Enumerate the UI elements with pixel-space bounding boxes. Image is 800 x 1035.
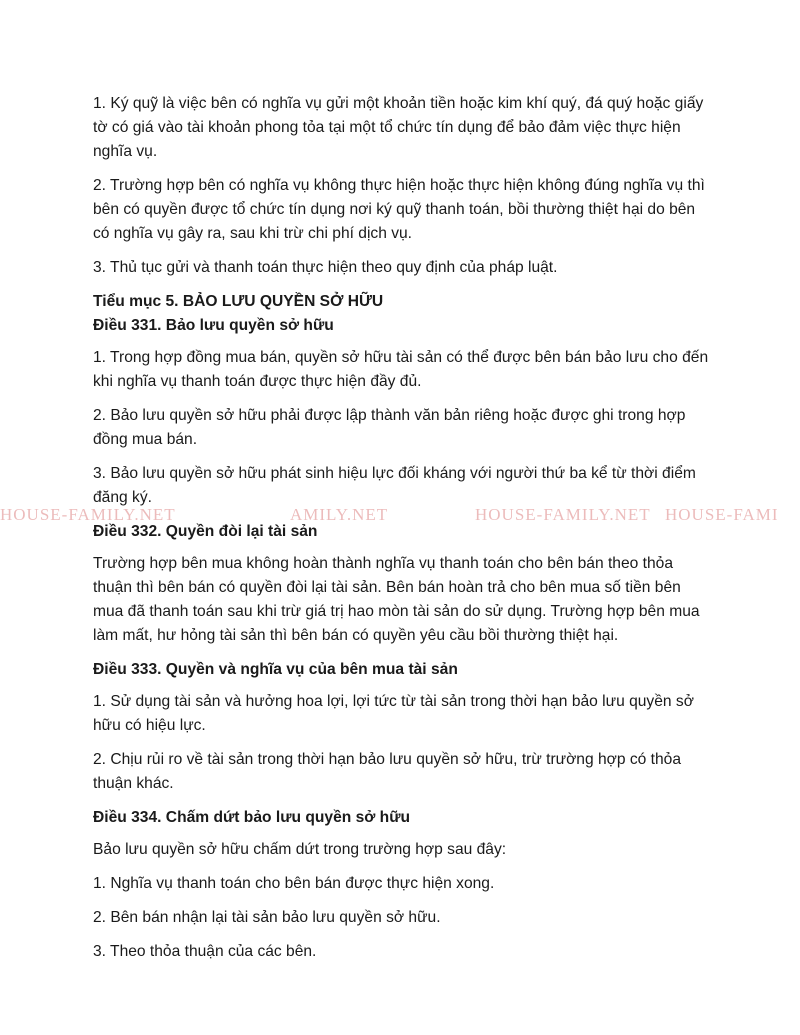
watermark-text: HOUSE-FAMI bbox=[665, 505, 779, 524]
article-title: Điều 334. Chấm dứt bảo lưu quyền sở hữu bbox=[93, 809, 411, 826]
paragraph: 1. Nghĩa vụ thanh toán cho bên bán được thực hiện xong. bbox=[93, 875, 495, 892]
article-title: Điều 331. Bảo lưu quyền sở hữu bbox=[93, 317, 334, 334]
paragraph: 2. Bảo lưu quyền sở hữu phải được lập thành văn bản riêng hoặc được ghi trong hợp đồng mua bán. bbox=[93, 407, 686, 448]
paragraph: 3. Bảo lưu quyền sở hữu phát sinh hiệu lực đối kháng với người thứ ba kể từ thời điểm đăng ký. bbox=[93, 465, 696, 506]
paragraph: 1. Ký quỹ là việc bên có nghĩa vụ gửi một khoản tiền hoặc kim khí quý, đá quý hoặc giấy tờ có giá vào tài khoản phong tỏa tại một tổ chức tín dụng để bảo đảm việc thực hiện nghĩa vụ. bbox=[93, 95, 704, 160]
paragraph: 2. Trường hợp bên có nghĩa vụ không thực hiện hoặc thực hiện không đúng nghĩa vụ thì bên có quyền được tổ chức tín dụng nơi ký quỹ thanh toán, bồi thường thiệt hại do bên có nghĩa vụ gây ra, sau khi trừ chi phí dịch vụ. bbox=[93, 177, 705, 242]
document-page bbox=[93, 92, 713, 974]
paragraph: 2. Chịu rủi ro về tài sản trong thời hạn bảo lưu quyền sở hữu, trừ trường hợp có thỏa thuận khác. bbox=[93, 751, 682, 792]
article-title: Điều 333. Quyền và nghĩa vụ của bên mua tài sản bbox=[93, 661, 458, 678]
article-title: Điều 332. Quyền đòi lại tài sản bbox=[93, 523, 318, 540]
paragraph: Bảo lưu quyền sở hữu chấm dứt trong trường hợp sau đây: bbox=[93, 841, 507, 858]
paragraph: 2. Bên bán nhận lại tài sản bảo lưu quyền sở hữu. bbox=[93, 909, 441, 926]
watermark-text: HOUSE-FAMILY.NET bbox=[475, 505, 651, 524]
watermark-text: HOUSE-FAMILY.NET bbox=[0, 505, 176, 524]
watermark-text: AMILY.NET bbox=[290, 505, 389, 524]
paragraph: 1. Sử dụng tài sản và hưởng hoa lợi, lợi tức từ tài sản trong thời hạn bảo lưu quyền sở hữu có hiệu lực. bbox=[93, 693, 694, 734]
paragraph: Trường hợp bên mua không hoàn thành nghĩa vụ thanh toán cho bên bán theo thỏa thuận thì bên bán có quyền đòi lại tài sản. Bên bán hoàn trả cho bên mua số tiền bên mua đã thanh toán sau khi trừ giá trị hao mòn tài sản do sử dụng. Trường hợp bên mua làm mất, hư hỏng tài sản thì bên bán có quyền yêu cầu bồi thường thiệt hại. bbox=[93, 555, 700, 644]
paragraph: 3. Thủ tục gửi và thanh toán thực hiện theo quy định của pháp luật. bbox=[93, 259, 558, 276]
subsection-title: Tiểu mục 5. BẢO LƯU QUYỀN SỞ HỮU bbox=[93, 293, 384, 310]
paragraph: 1. Trong hợp đồng mua bán, quyền sở hữu tài sản có thể được bên bán bảo lưu cho đến khi nghĩa vụ thanh toán được thực hiện đầy đủ. bbox=[93, 349, 709, 390]
paragraph: 3. Theo thỏa thuận của các bên. bbox=[93, 943, 317, 960]
